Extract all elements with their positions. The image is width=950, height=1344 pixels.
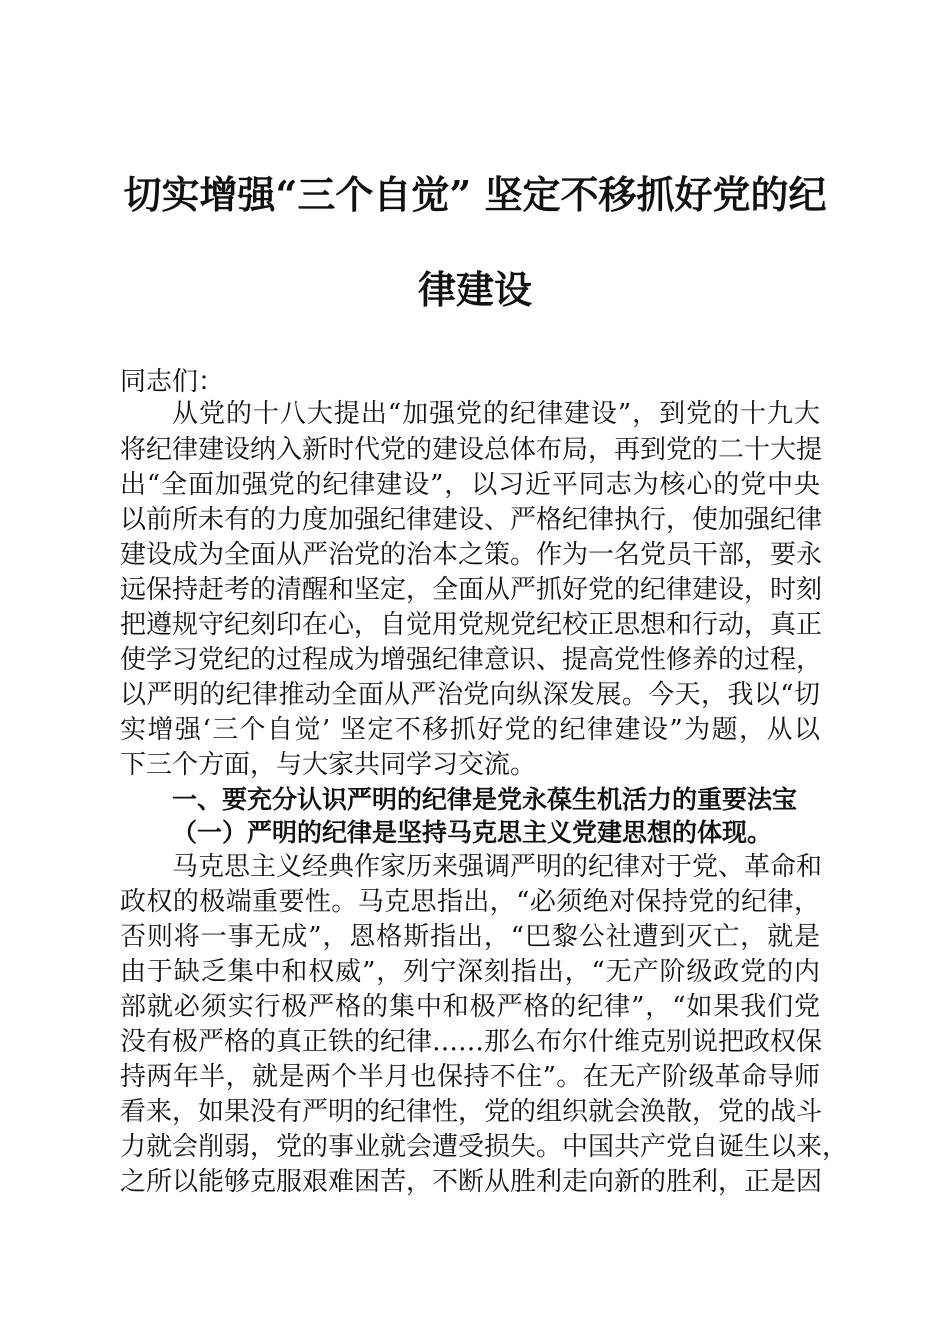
paragraph-line: 没有极严格的真正铁的纪律……那么布尔什维克别说把政权保	[120, 1027, 823, 1057]
paragraph-line: 将纪律建设纳入新时代党的建设总体布局，再到党的二十大提	[120, 435, 823, 465]
paragraph-line: 建设成为全面从严治党的治本之策。作为一名党员干部，要永	[120, 540, 823, 570]
paragraph-line: 以前所未有的力度加强纪律建设、严格纪律执行，使加强纪律	[120, 505, 823, 535]
document-title-line-2: 律建设	[417, 267, 532, 312]
paragraph-line: 出“全面加强党的纪律建设”，以习近平同志为核心的党中央	[120, 470, 820, 500]
document-title-line-1: 切实增强“三个自觉” 坚定不移抓好党的纪	[123, 172, 827, 217]
paragraph-line: 从党的十八大提出“加强党的纪律建设”，到党的十九大	[172, 399, 820, 429]
paragraph-line: 实增强‘三个自觉’ 坚定不移抓好党的纪律建设”为题，从以	[120, 715, 820, 745]
paragraph-line: 持两年半，就是两个半月也保持不住”。在无产阶级革命导师	[120, 1062, 820, 1092]
paragraph-line: 看来，如果没有严明的纪律性，党的组织就会涣散，党的战斗	[120, 1097, 823, 1127]
paragraph-line: 力就会削弱，党的事业就会遭受损失。中国共产党自诞生以来，	[120, 1132, 849, 1162]
paragraph-line: 使学习党纪的过程成为增强纪律意识、提高党性修养的过程，	[120, 645, 823, 675]
paragraph-line: 以严明的纪律推动全面从严治党向纵深发展。今天，我以“切	[120, 680, 820, 710]
paragraph-line: 下三个方面，与大家共同学习交流。	[120, 750, 537, 780]
salutation: 同志们：	[120, 367, 225, 397]
paragraph-line: 部就必须实行极严格的集中和极严格的纪律”，“如果我们党	[120, 992, 820, 1022]
paragraph-line: 政权的极端重要性。马克思指出，“必须绝对保持党的纪律，	[120, 887, 820, 917]
subsection-heading: （一）严明的纪律是坚持马克思主义党建思想的体现。	[172, 818, 773, 847]
paragraph-line: 把遵规守纪刻印在心，自觉用党规党纪校正思想和行动，真正	[120, 610, 823, 640]
paragraph-line: 马克思主义经典作家历来强调严明的纪律对于党、革命和	[172, 852, 823, 882]
paragraph-line: 远保持赶考的清醒和坚定，全面从严抓好党的纪律建设，时刻	[120, 575, 823, 605]
paragraph-line: 之所以能够克服艰难困苦，不断从胜利走向新的胜利，正是因	[120, 1167, 823, 1197]
paragraph-line: 否则将一事无成”，恩格斯指出，“巴黎公社遭到灭亡，就是	[120, 922, 820, 952]
section-heading: 一、要充分认识严明的纪律是党永葆生机活力的重要法宝	[172, 785, 798, 814]
paragraph-line: 由于缺乏集中和权威”，列宁深刻指出，“无产阶级政党的内	[120, 957, 820, 987]
